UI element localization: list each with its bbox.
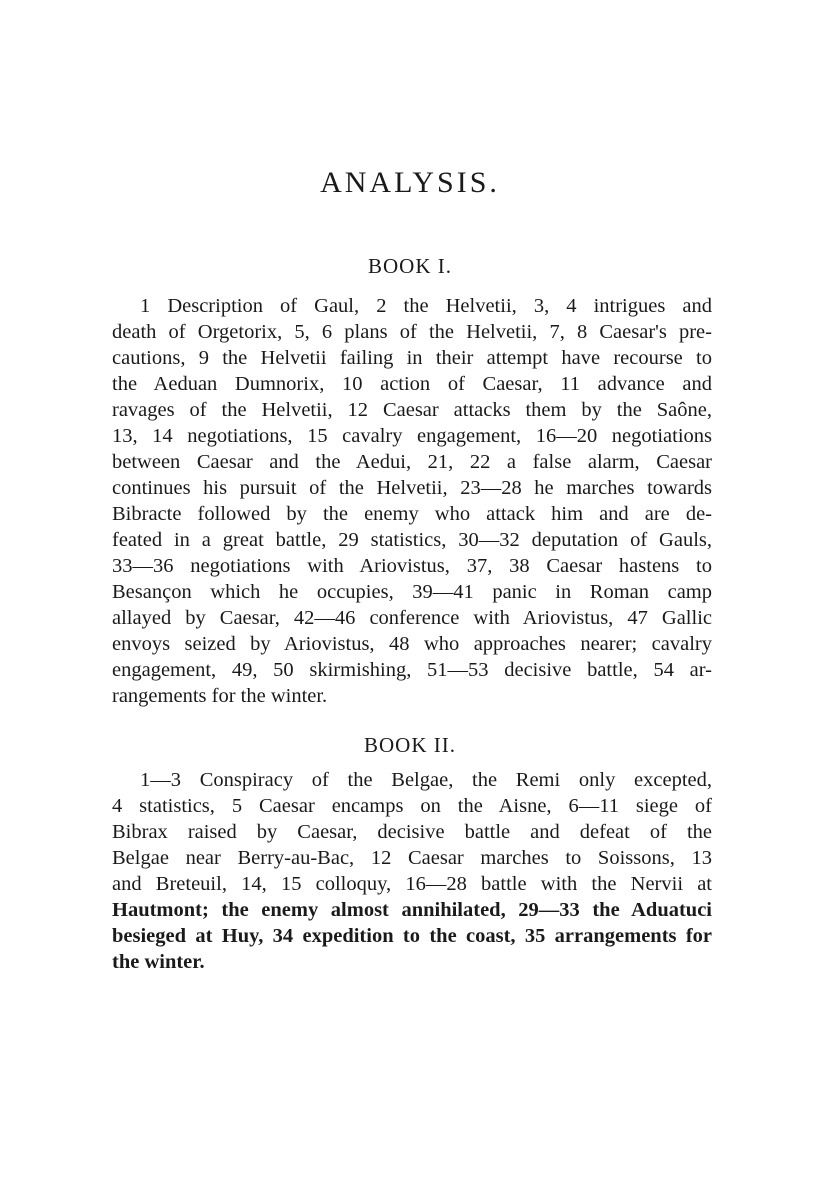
book-1-line: Besançon which he occupies, 39—41 panic in Roman camp [112,581,712,603]
book-2-line: 1—3 Conspiracy of the Belgae, the Remi only excepted, [140,769,712,791]
book-2-paragraph [112,767,712,975]
book-2-heading: BOOK II. [364,733,456,757]
book-2-line: Bibrax raised by Caesar, decisive battle and defeat of the [112,821,712,843]
book-1-line: allayed by Caesar, 42—46 conference with Ariovistus, 47 Gallic [112,607,712,629]
book-2-line: Hautmont; the enemy almost annihilated, 29—33 the Aduatuci [112,899,712,921]
book-1-line: 33—36 negotiations with Ariovistus, 37, 38 Caesar hastens to [112,555,712,577]
book-1-line: ravages of the Helvetii, 12 Caesar attacks them by the Saône, [112,399,712,421]
book-1-line: 1 Description of Gaul, 2 the Helvetii, 3, 4 intrigues and [140,295,712,317]
book-1-line: continues his pursuit of the Helvetii, 23—28 he marches towards [112,477,712,499]
book-1-line: rangements for the winter. [112,685,328,707]
book-2-line: 4 statistics, 5 Caesar encamps on the Aisne, 6—11 siege of [112,795,712,817]
book-1-line: death of Orgetorix, 5, 6 plans of the Helvetii, 7, 8 Caesar's pre- [112,321,712,343]
book-1-line: envoys seized by Ariovistus, 48 who approaches nearer; cavalry [112,633,712,655]
book-1-heading: BOOK I. [368,254,452,278]
book-2-line: Belgae near Berry-au-Bac, 12 Caesar marches to Soissons, 13 [112,847,712,869]
book-2-line: the winter. [112,951,205,973]
book-2-line: besieged at Huy, 34 expedition to the coast, 35 arrangements for [112,925,712,947]
book-1-line: between Caesar and the Aedui, 21, 22 a false alarm, Caesar [112,451,712,473]
page-title: ANALYSIS. [320,166,500,199]
book-1-line: engagement, 49, 50 skirmishing, 51—53 decisive battle, 54 ar- [112,659,712,681]
book-2-line: and Breteuil, 14, 15 colloquy, 16—28 battle with the Nervii at [112,873,712,895]
book-1-line: the Aeduan Dumnorix, 10 action of Caesar, 11 advance and [112,373,712,395]
book-1-paragraph [112,293,712,709]
book-1-line: cautions, 9 the Helvetii failing in their attempt have recourse to [112,347,712,369]
book-1-line: feated in a great battle, 29 statistics, 30—32 deputation of Gauls, [112,529,712,551]
book-1-line: Bibracte followed by the enemy who attack him and are de- [112,503,712,525]
book-1-line: 13, 14 negotiations, 15 cavalry engagement, 16—20 negotiations [112,425,712,447]
